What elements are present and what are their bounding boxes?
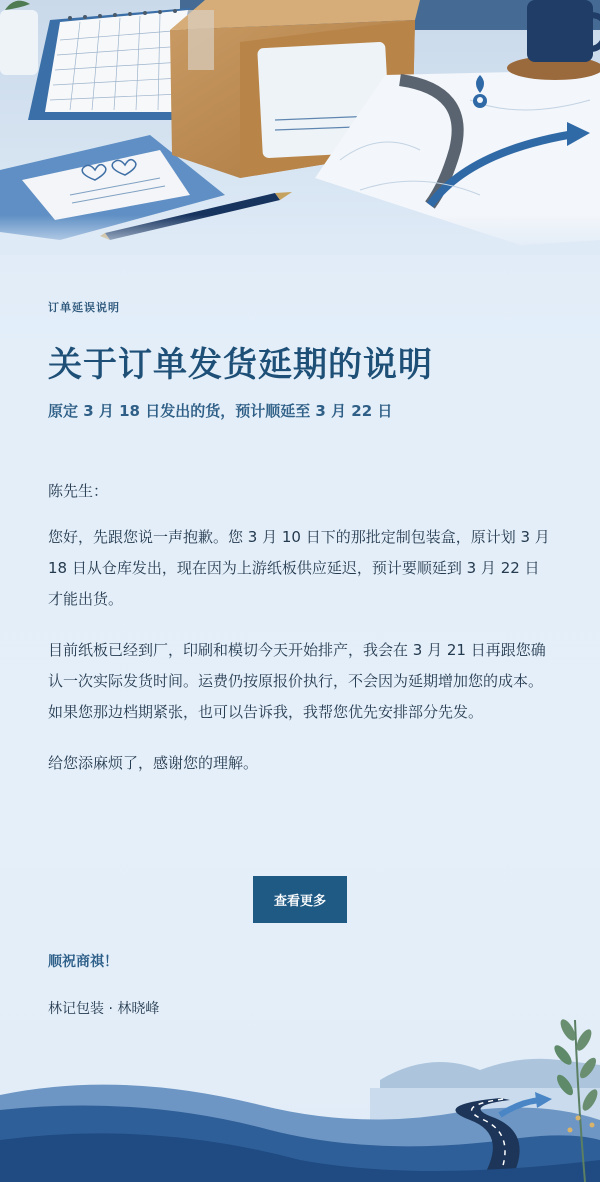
signoff: 顺祝商祺！ <box>48 954 118 970</box>
greeting: 陈先生： <box>48 482 109 500</box>
body-paragraph-2: 目前纸板已经到厂，印刷和模切今天开始排产，我会在 3 月 21 日再跟您确认一次实际发货时间。运费仍按原报价执行，不会因为延期增加您的成本。如果您那边档期紧张，也可以告诉我，我帮您优先安排部分先发。 <box>48 641 546 721</box>
page-title: 关于订单发货延期的说明 <box>48 345 433 385</box>
body-paragraph-1: 您好，先跟您说一声抱歉。您 3 月 10 日下的那批定制包装盒，原计划 3 月 18 日从仓库发出，现在因为上游纸板供应延迟，预计要顺延到 3 月 22 日才能出货。 <box>48 528 550 608</box>
body-paragraph-3: 给您添麻烦了，感谢您的理解。 <box>48 754 259 772</box>
calendar-icon <box>28 8 190 120</box>
email-body <box>48 300 552 779</box>
view-more-button[interactable]: 查看更多 <box>253 876 347 923</box>
footer-illustration <box>0 1000 600 1182</box>
page-subtitle: 原定 3 月 18 日发出的货，预计顺延至 3 月 22 日 <box>48 402 393 420</box>
plant-pot-icon <box>0 1 38 75</box>
eyebrow-label: 订单延误说明 <box>48 301 120 314</box>
hero-illustration <box>0 0 600 255</box>
signature: 林记包装 · 林晓峰 <box>48 1001 160 1017</box>
